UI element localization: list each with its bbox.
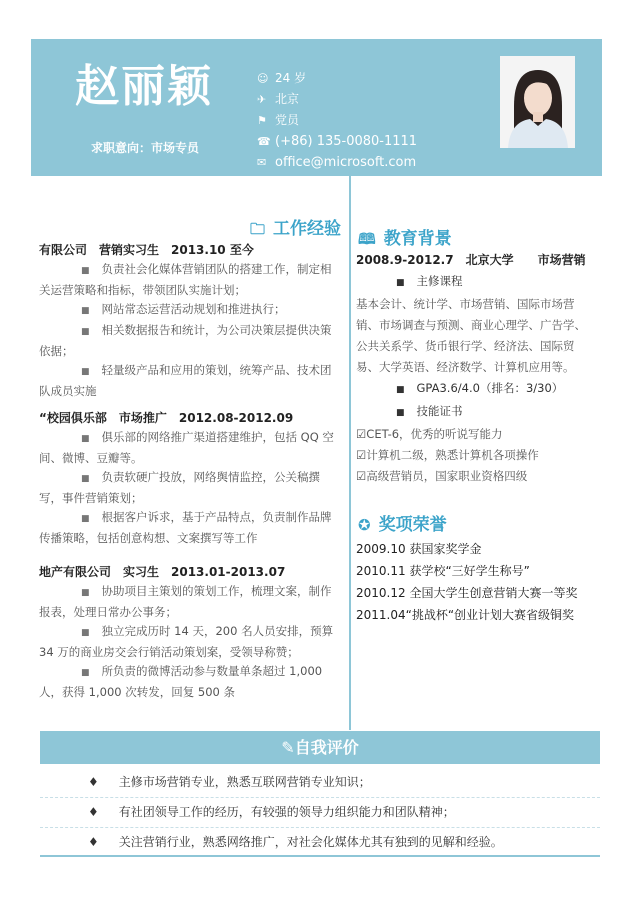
list-item: ■ 俱乐部的网络推广渠道搭建维护，包括 QQ 空间、微博、豆瓣等。: [39, 430, 334, 465]
education-head: 2008.9-2012.7 北京大学 市场营销: [356, 253, 586, 267]
courses-text: 基本会计、统计学、市场营销、国际市场营销、市场调查与预测、商业心理学、广告学、公共关系学、货币银行学、经济法、国际贸易、大学英语、经济数学、计算机应用等。: [356, 297, 586, 374]
portrait-image: [500, 56, 575, 148]
courses-label: ■ 主修课程: [396, 274, 463, 288]
job-2: [39, 408, 342, 548]
job-1-head: 有限公司 营销实习生 2013.10 至今: [39, 243, 254, 257]
contact-phone: ☎ (+86) 135-0080-1111: [257, 131, 417, 152]
job-3-head: 地产有限公司 实习生 2013.01-2013.07: [39, 565, 286, 579]
evaluation-section-title: ✎自我评价: [40, 731, 600, 764]
education-section-title: 🕮 教育背景: [358, 224, 452, 254]
list-item: ■ 负责软硬广投放，网络舆情监控，公关稿撰写，事件营销策划；: [39, 470, 321, 505]
diamond-icon: ♦: [88, 775, 99, 789]
flag-icon: ⚑: [257, 114, 267, 127]
list-item: ♦ 主修市场营销专业，熟悉互联网营销专业知识；: [40, 768, 600, 798]
pen-icon: ✎: [281, 738, 295, 757]
education-block: [356, 250, 596, 487]
awards-section-title: ✪ 奖项荣誉: [358, 515, 447, 535]
list-item: ♦ 有社团领导工作的经历，有较强的领导力组织能力和团队精神；: [40, 798, 600, 828]
header-banner: [31, 39, 602, 176]
phone-icon: ☎: [257, 135, 271, 148]
award-item: 2011.04“挑战杯“创业计划大赛省级铜奖: [356, 608, 575, 622]
cert-item: ☑CET-6，优秀的听说写能力: [356, 427, 503, 441]
list-item: ■ 所负责的微博活动参与数量单条超过 1,000 人，获得 1,000 次转发，回复 500 条: [39, 664, 323, 699]
awards-list: [356, 538, 596, 626]
contact-list: [257, 68, 417, 173]
list-item: ■ 协助项目主策划的策划工作，梳理文案，制作报表，处理日常办公事务；: [39, 584, 332, 619]
list-item: ■ 轻量级产品和应用的策划，统筹产品、技术团队成员实施: [39, 363, 332, 398]
award-item: 2010.12 全国大学生创意营销大赛一等奖: [356, 586, 578, 600]
work-section-title: 🗀 工作经验: [250, 214, 341, 244]
list-item: ♦ 关注营销行业，熟悉网络推广，对社会化媒体尤其有独到的见解和经验。: [88, 835, 503, 849]
mail-icon: ✉: [257, 156, 267, 169]
column-divider: [349, 176, 351, 730]
diamond-icon: ♦: [88, 805, 99, 819]
job-2-head: “校园俱乐部 市场推广 2012.08-2012.09: [39, 411, 294, 425]
profile-photo: [500, 56, 575, 148]
candidate-name: 赵丽颖: [75, 61, 213, 112]
award-item: 2010.11 获学校“三好学生称号”: [356, 564, 530, 578]
bottom-divider: [40, 855, 600, 857]
star-badge-icon: ✪: [358, 516, 371, 534]
list-item: ■ 独立完成历时 14 天，200 名人员安排，预算 34 万的商业房交会行销活动策划案，受领导称赞；: [39, 624, 334, 659]
book-icon: 🕮: [358, 230, 376, 248]
cert-item: ☑计算机二级，熟悉计算机各项操作: [356, 448, 539, 462]
contact-city: ✈ 北京: [257, 89, 417, 110]
smile-icon: ☺: [257, 72, 269, 85]
contact-age: ☺ 24 岁: [257, 68, 417, 89]
list-item: ■ 网站常态运营活动规划和推进执行；: [81, 302, 286, 316]
contact-email: ✉ office@microsoft.com: [257, 152, 417, 173]
list-item: ■ 负责社会化媒体营销团队的搭建工作，制定相关运营策略和指标，带领团队实施计划；: [39, 262, 332, 297]
job-intent: 求职意向：市场专员: [91, 141, 200, 155]
job-3: [39, 562, 342, 702]
diamond-icon: ♦: [88, 835, 99, 849]
list-item: ■ 根据客户诉求，基于产品特点，负责制作品牌传播策略，包括创意构想、文案撰写等工作: [39, 510, 332, 545]
job-1: [39, 240, 342, 401]
list-item: ■ 相关数据报告和统计，为公司决策层提供决策依据；: [39, 323, 332, 358]
evaluation-list: [40, 768, 600, 857]
award-item: 2009.10 获国家奖学金: [356, 542, 482, 556]
certs-label: ■ 技能证书: [396, 404, 463, 418]
plane-icon: ✈: [257, 93, 267, 106]
contact-party: ⚑ 党员: [257, 110, 417, 131]
folder-icon: 🗀: [250, 220, 266, 238]
cert-item: ☑高级营销员，国家职业资格四级: [356, 469, 528, 483]
gpa: ■ GPA3.6/4.0（排名：3/30）: [396, 381, 564, 395]
